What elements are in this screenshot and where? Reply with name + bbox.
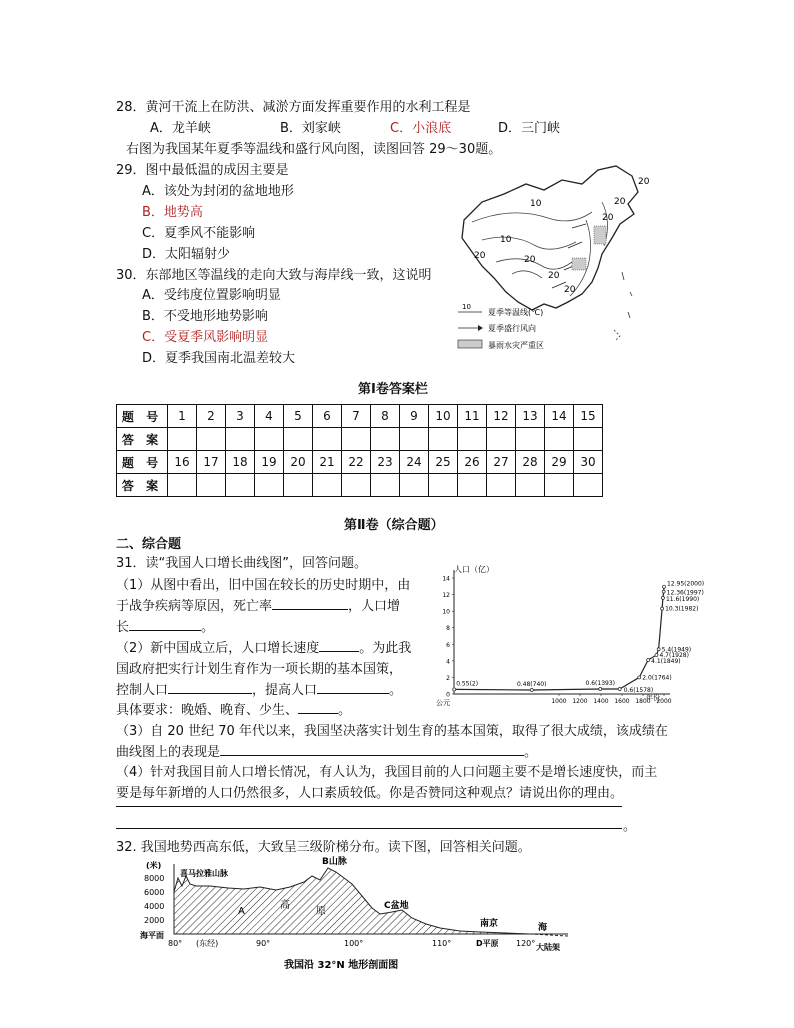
answer-cell[interactable] <box>168 428 197 451</box>
answer-cell[interactable] <box>429 474 458 497</box>
population-point-label: 12.36(1997) <box>666 589 704 597</box>
population-point-label: 10.3(1982) <box>665 605 699 613</box>
map-label: 20 <box>474 251 486 261</box>
population-point-label: 12.95(2000) <box>667 580 705 588</box>
population-point-label: 2.0(1764) <box>642 674 672 682</box>
question-number-cell: 5 <box>284 405 313 428</box>
profile-d-plain: D平原 <box>476 939 499 948</box>
q31-p4-end: 。 <box>623 819 637 834</box>
profile-nanjing: 南京 <box>480 919 499 929</box>
terrain-profile-diagram <box>140 856 580 976</box>
q30-option-b[interactable]: B．不受地形地势影响 <box>142 309 268 324</box>
q31-p1-line1: （1）从图中看出，旧中国在较长的历史时期中，由 <box>116 578 411 593</box>
question-number-cell: 22 <box>342 451 371 474</box>
map-label: 20 <box>548 271 560 281</box>
question-number-cell: 28 <box>516 451 545 474</box>
q29-option-b[interactable]: B．地势高 <box>142 205 203 220</box>
q28-option-d[interactable]: D．三门峡 <box>498 121 561 136</box>
population-point <box>661 607 664 610</box>
population-point-label: 4.7(1928) <box>659 652 689 660</box>
population-point <box>638 676 641 679</box>
map-label: 20 <box>564 285 576 295</box>
population-point <box>647 659 650 662</box>
q30-option-a[interactable]: A．受纬度位置影响明显 <box>142 288 281 303</box>
answer-cell[interactable] <box>371 428 400 451</box>
question-number-cell: 16 <box>168 451 197 474</box>
question-number-cell: 8 <box>371 405 400 428</box>
q31-p2-line4: 具体要求：晚婚、晚育、少生、 。 <box>116 703 352 718</box>
q29-option-c[interactable]: C．夏季风不能影响 <box>142 226 256 241</box>
answer-blank[interactable] <box>272 597 348 610</box>
profile-x-tick: 100° <box>344 939 364 948</box>
population-point-label: 0.6(1578) <box>623 687 654 695</box>
part2-title: 第Ⅱ卷（综合题） <box>344 518 444 533</box>
question-number-cell: 29 <box>545 451 574 474</box>
q30-stem: 30．东部地区等温线的走向大致与海岸线一致，这说明 <box>116 268 432 283</box>
chart-x-tick-label: 1200 <box>572 698 588 705</box>
question-number-cell: 23 <box>371 451 400 474</box>
population-point <box>655 654 658 657</box>
map-label: 20 <box>614 197 626 207</box>
answer-cell[interactable] <box>545 428 574 451</box>
chart-x-tick-label: 1600 <box>614 698 630 705</box>
answer-cell[interactable] <box>226 428 255 451</box>
profile-y-tick: 6000 <box>144 888 165 897</box>
answer-blank[interactable] <box>129 618 201 631</box>
question-number-cell: 12 <box>487 405 516 428</box>
map-label: 10 <box>500 235 512 245</box>
profile-caption: 我国沿 32°N 地形剖面图 <box>284 960 399 971</box>
answer-cell[interactable] <box>516 428 545 451</box>
answer-cell[interactable] <box>429 428 458 451</box>
map-label: 10 <box>530 199 542 209</box>
q29-stem: 29．图中最低温的成因主要是 <box>116 163 289 178</box>
question-number-cell: 10 <box>429 405 458 428</box>
profile-shelf: 大陆架 <box>536 943 560 952</box>
question-number-cell: 3 <box>226 405 255 428</box>
answer-blank[interactable] <box>317 681 389 694</box>
answer-cell[interactable] <box>226 474 255 497</box>
q29-option-a[interactable]: A．该处为封闭的盆地地形 <box>142 184 294 199</box>
answer-section-title: 第Ⅰ卷答案栏 <box>358 382 428 397</box>
question-number-row <box>117 405 603 428</box>
q31-p2-line2: 国政府把实行计划生育作为一项长期的基本国策， <box>116 662 403 677</box>
q31-p3-line2: 曲线图上的表现是 。 <box>116 745 538 760</box>
profile-y-tick: 2000 <box>144 916 165 925</box>
chart-y-tick-label: 10 <box>442 608 450 616</box>
row-label-answer: 答 案 <box>117 428 168 451</box>
question-number-cell: 13 <box>516 405 545 428</box>
chart-x-tick-label: 1000 <box>551 698 567 705</box>
answer-cell[interactable] <box>574 474 603 497</box>
q28-option-c[interactable]: C．小浪底 <box>390 121 452 136</box>
answer-blank[interactable] <box>220 743 524 756</box>
profile-x-tick: 120° <box>516 939 536 948</box>
answer-cell[interactable] <box>197 474 226 497</box>
population-point <box>663 585 666 588</box>
chart-x-tick-label: 1400 <box>593 698 609 705</box>
answer-table <box>116 404 603 497</box>
answer-cell[interactable] <box>487 474 516 497</box>
profile-plateau-1: 高 <box>280 900 290 911</box>
profile-x-tick: 110° <box>432 939 452 948</box>
population-point <box>657 648 660 651</box>
profile-sea-level: 海平面 <box>140 931 164 940</box>
section-title: 二、综合题 <box>116 537 182 552</box>
answer-blank[interactable] <box>319 639 359 652</box>
profile-x-tick: 80° <box>168 939 183 948</box>
population-point-label: 0.48(740) <box>516 681 547 689</box>
chart-x-tick-label: 1800 <box>635 698 651 705</box>
question-number-cell: 1 <box>168 405 197 428</box>
answer-blank[interactable] <box>298 701 338 714</box>
chart-y-tick-label: 6 <box>446 641 450 649</box>
q28-option-a[interactable]: A．龙羊峡 <box>150 121 211 136</box>
q31-p4-line2: 要是每年新增的人口仍然很多，人口素质较低。你是否赞同这种观点？请说出你的理由。 <box>116 786 624 801</box>
answer-cell[interactable] <box>168 474 197 497</box>
q32-stem: 32. 我国地势西高东低，大致呈三级阶梯分布。读下图，回答相关问题。 <box>116 840 531 855</box>
population-point-label: 4.1(1849) <box>651 658 681 666</box>
question-number-cell: 25 <box>429 451 458 474</box>
legend-isotherm-label: 夏季等温线(℃) <box>488 308 544 317</box>
question-number-cell: 17 <box>197 451 226 474</box>
row-label-number: 题 号 <box>117 405 168 428</box>
q31-p2-line1: （2）新中国成立后，人口增长速度 。为此我 <box>116 641 412 656</box>
legend-flood-label: 暴雨水灾严重区 <box>488 341 544 350</box>
q28-option-b[interactable]: B．刘家峡 <box>280 121 341 136</box>
profile-y-tick: 4000 <box>144 902 165 911</box>
question-number-row <box>117 451 603 474</box>
map-intro: 右图为我国某年夏季等温线和盛行风向图，读图回答 29～30题。 <box>126 142 502 157</box>
profile-sea: 海 <box>538 923 548 933</box>
question-number-cell: 14 <box>545 405 574 428</box>
chart-y-tick-label: 0 <box>446 691 450 699</box>
q31-p1-line3: 长 。 <box>116 620 215 635</box>
profile-b-mountain: B山脉 <box>322 857 347 867</box>
population-point-label: 5.4(1949) <box>661 646 692 654</box>
map-label: 20 <box>638 177 650 187</box>
population-point <box>530 689 533 692</box>
q30-option-d[interactable]: D．夏季我国南北温差较大 <box>142 351 296 366</box>
q31-p2-line3: 控制人口 ，提高人口 。 <box>116 683 403 698</box>
chart-xlabel: 年份 <box>646 694 660 702</box>
profile-c-basin: C盆地 <box>384 901 409 911</box>
answer-row <box>117 428 603 451</box>
summer-isotherm-map <box>452 162 658 362</box>
population-series-line <box>454 587 664 690</box>
population-point <box>599 688 602 691</box>
answer-cell[interactable] <box>458 474 487 497</box>
question-number-cell: 2 <box>197 405 226 428</box>
chart-y-tick-label: 8 <box>446 625 450 633</box>
legend-isotherm-value: 10 <box>462 303 471 311</box>
population-point-label: 0.55(2) <box>456 680 479 688</box>
q28-stem: 28．黄河干流上在防洪、减淤方面发挥重要作用的水利工程是 <box>116 100 471 115</box>
question-number-cell: 26 <box>458 451 487 474</box>
q31-p3-line1: （3）自 20 世纪 70 年代以来，我国坚决落实计划生育的基本国策，取得了很大成绩，该成绩在 <box>116 724 668 739</box>
population-point <box>453 688 456 691</box>
chart-x-origin: 公元 <box>436 699 450 707</box>
map-label: 20 <box>602 213 614 223</box>
answer-cell[interactable] <box>197 428 226 451</box>
answer-cell[interactable] <box>255 428 284 451</box>
answer-cell[interactable] <box>458 428 487 451</box>
answer-line[interactable] <box>116 806 622 807</box>
population-point <box>618 688 621 691</box>
row-label-answer: 答 案 <box>117 474 168 497</box>
q31-p1-line2: 于战争疾病等原因，死亡率 ，人口增 <box>116 599 401 614</box>
answer-cell[interactable] <box>371 474 400 497</box>
q31-stem: 31．读“我国人口增长曲线图”，回答问题。 <box>116 556 368 571</box>
answer-blank[interactable] <box>168 681 252 694</box>
profile-himalaya: 喜马拉雅山脉 <box>180 869 228 878</box>
answer-cell[interactable] <box>574 428 603 451</box>
answer-cell[interactable] <box>313 428 342 451</box>
answer-cell[interactable] <box>516 474 545 497</box>
chart-x-tick-label: 2000 <box>656 698 672 705</box>
question-number-cell: 21 <box>313 451 342 474</box>
question-number-cell: 6 <box>313 405 342 428</box>
answer-cell[interactable] <box>313 474 342 497</box>
question-number-cell: 19 <box>255 451 284 474</box>
answer-row <box>117 474 603 497</box>
profile-unit: (米) <box>146 861 162 870</box>
question-number-cell: 24 <box>400 451 429 474</box>
profile-plateau-2: 原 <box>316 906 326 917</box>
chart-y-tick-label: 2 <box>446 674 450 682</box>
chart-ylabel: 人口（亿） <box>454 565 494 574</box>
question-number-cell: 4 <box>255 405 284 428</box>
q30-option-c[interactable]: C．受夏季风影响明显 <box>142 330 269 345</box>
question-number-cell: 11 <box>458 405 487 428</box>
map-label: 20 <box>524 255 536 265</box>
profile-x-tick: 90° <box>256 939 271 948</box>
q29-option-d[interactable]: D．太阳辐射少 <box>142 247 231 262</box>
question-number-cell: 27 <box>487 451 516 474</box>
population-growth-chart <box>432 560 705 708</box>
population-point <box>661 596 664 599</box>
row-label-number: 题 号 <box>117 451 168 474</box>
chart-y-tick-label: 4 <box>446 658 450 666</box>
answer-cell[interactable] <box>400 474 429 497</box>
population-point-label: 0.6(1393) <box>585 680 616 688</box>
question-number-cell: 20 <box>284 451 313 474</box>
question-number-cell: 30 <box>574 451 603 474</box>
answer-line[interactable] <box>116 828 622 829</box>
population-point <box>662 590 665 593</box>
question-number-cell: 15 <box>574 405 603 428</box>
profile-a: A <box>238 906 245 917</box>
answer-cell[interactable] <box>342 474 371 497</box>
answer-cell[interactable] <box>284 428 313 451</box>
profile-y-tick: 8000 <box>144 874 165 883</box>
chart-y-tick-label: 12 <box>442 592 450 600</box>
profile-x-note: (东经) <box>196 939 219 948</box>
answer-cell[interactable] <box>342 428 371 451</box>
legend-wind-label: 夏季盛行风向 <box>488 324 536 333</box>
population-point-label: 11.6(1990) <box>665 595 700 603</box>
answer-cell[interactable] <box>545 474 574 497</box>
answer-cell[interactable] <box>255 474 284 497</box>
question-number-cell: 9 <box>400 405 429 428</box>
answer-cell[interactable] <box>487 428 516 451</box>
question-number-cell: 7 <box>342 405 371 428</box>
answer-cell[interactable] <box>400 428 429 451</box>
question-number-cell: 18 <box>226 451 255 474</box>
chart-y-tick-label: 14 <box>442 575 450 583</box>
answer-cell[interactable] <box>284 474 313 497</box>
q31-p4-line1: （4）针对我国目前人口增长情况，有人认为，我国目前的人口问题主要不是增长速度快，而主 <box>116 765 658 780</box>
